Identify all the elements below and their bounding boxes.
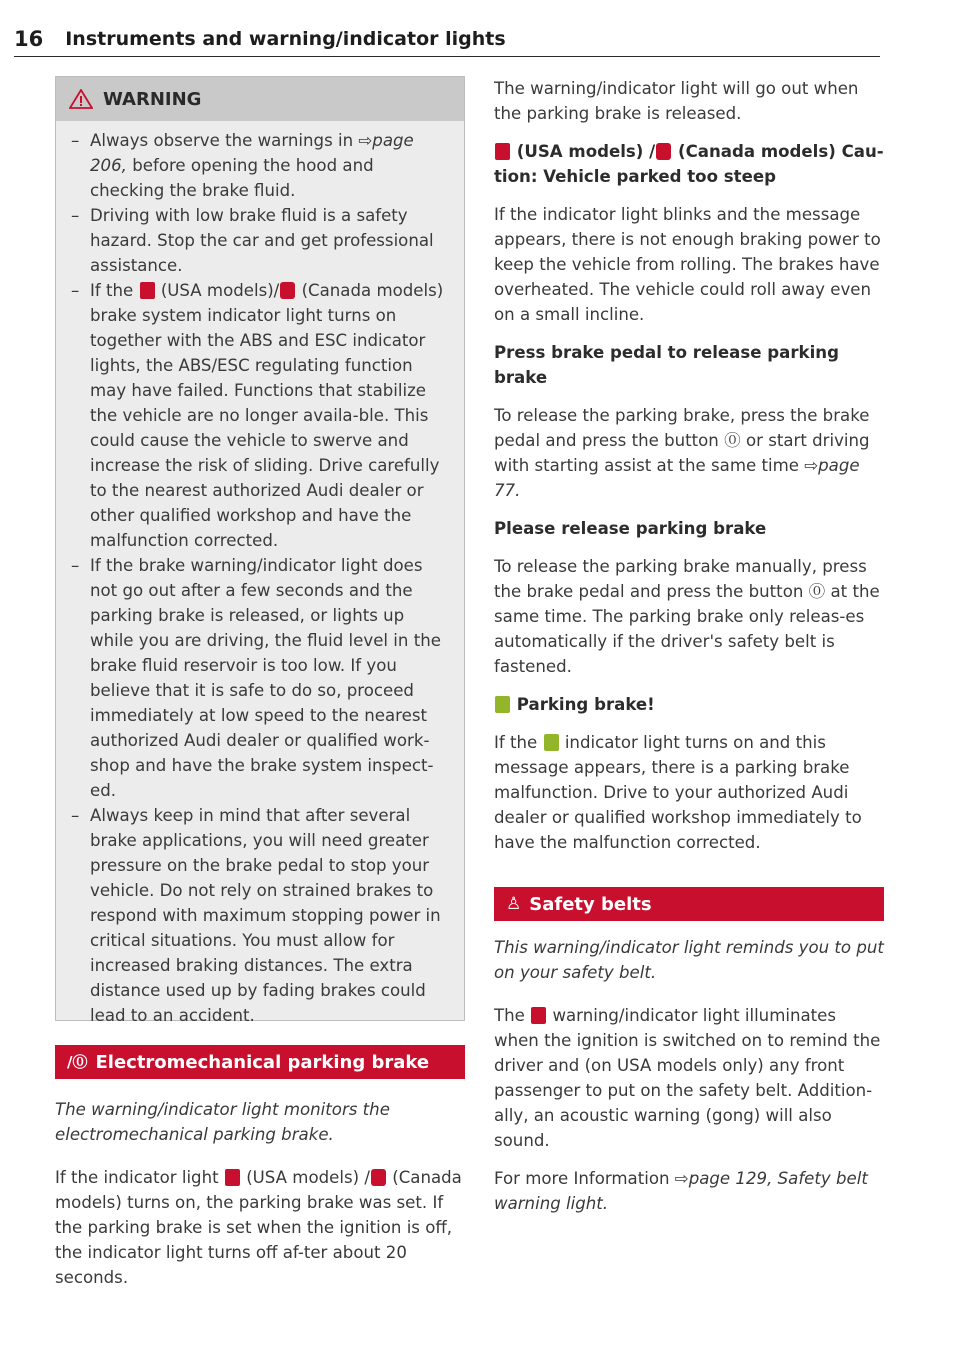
page-link[interactable]: ⇨page 206, bbox=[90, 131, 414, 175]
parking-malfunction-icon bbox=[544, 734, 559, 751]
brake-circle-indicator-icon bbox=[280, 282, 295, 299]
seatbelt-icon: ♙ bbox=[506, 893, 522, 914]
right-column bbox=[494, 76, 884, 1216]
warning-box bbox=[55, 76, 465, 1025]
seatbelt-indicator-icon bbox=[531, 1007, 546, 1024]
subheading: Parking brake! bbox=[494, 692, 884, 717]
paragraph: The warning/indicator light will go out when the parking brake is released. bbox=[494, 79, 859, 123]
warning-triangle-icon bbox=[69, 89, 93, 109]
warning-body bbox=[56, 121, 464, 1038]
paragraph: If the indicator light blinks and the message appears, there is not enough braking power to keep the vehicle from rolling. The brakes have overheated. The vehicle could roll away even on a small incline. bbox=[494, 205, 881, 324]
parking-indicator-icon bbox=[225, 1169, 240, 1186]
parking-malfunction-icon bbox=[495, 696, 510, 713]
warning-item: – If the (USA models)/ (Canada models) brake system indicator light turns on together with the ABS and ESC indicator lights, the ABS/ESC regulating function may have failed. Functions that stabilize the vehicle are no longer availa-ble. This could cause the vehicle to swerve and increase the risk of sliding. Drive carefully to the nearest authorized Audi dealer or other qualified workshop and have the malfunction corrected. bbox=[71, 281, 444, 550]
paragraph: If the indicator light turns on and this message appears, there is a parking brake malfunction. Drive to your authorized Audi dealer or qualified workshop immediately to have the malfunction corrected. bbox=[494, 733, 862, 852]
warning-item: – If the brake warning/indicator light does not go out after a few seconds and the parking brake is released, or lights up while you are driving, the fluid level in the brake fluid reservoir is too low. If you believe that it is safe to do so, proceed immediately at low speed to the nearest authorized Audi dealer or qualified work-shop and have the brake system inspect-ed. bbox=[71, 556, 441, 800]
warning-item: – Driving with low brake fluid is a safety hazard. Stop the car and get professional assistance. bbox=[71, 206, 434, 275]
paragraph: For more Information ⇨page 129, Safety belt warning light. bbox=[494, 1169, 868, 1213]
paragraph: To release the parking brake, press the brake pedal and press the button ⓪ or start driving with starting assist at the same time ⇨page 77. bbox=[494, 406, 870, 500]
parking-circle-indicator-icon bbox=[371, 1169, 386, 1186]
page-title: Instruments and warning/indicator lights bbox=[65, 28, 506, 50]
warning-item: – Always keep in mind that after several brake applications, you will need greater pressure on the brake pedal to stop your vehicle. Do not rely on strained brakes to respond with maximum stopping power in critical situations. You must allow for increased braking distances. The extra distance used up by fading brakes could lead to an accident. bbox=[71, 806, 441, 1025]
page-link[interactable]: ⇨page 77. bbox=[494, 456, 860, 500]
section-header-safety-belts: ♙ Safety belts bbox=[494, 887, 884, 921]
parking-brake-icon: /⓪ bbox=[67, 1052, 88, 1071]
parking-circle-indicator-icon bbox=[656, 143, 671, 160]
subheading: Press brake pedal to release parking brake bbox=[494, 343, 839, 387]
page-header bbox=[14, 22, 880, 57]
paragraph: The warning/indicator light illuminates when the ignition is switched on to remind the driver and (on USA models only) any front passenger to put on the safety belt. Addition-ally, an acoustic warning (gong) will also sound. bbox=[494, 1006, 881, 1150]
paragraph: To release the parking brake manually, press the brake pedal and press the button ⓪ at the same time. The parking brake only releas-es automatically if the driver's safety belt is fastened. bbox=[494, 557, 880, 676]
page-link[interactable]: ⇨page 129, Safety belt warning light. bbox=[494, 1169, 868, 1213]
parking-indicator-icon bbox=[495, 143, 510, 160]
section-header-parking-brake: /⓪ Electromechanical parking brake bbox=[55, 1045, 465, 1079]
subheading: (USA models) / (Canada models) Cau-tion: Vehicle parked too steep bbox=[494, 142, 884, 186]
page-number: 16 bbox=[14, 27, 44, 51]
brake-indicator-icon bbox=[140, 282, 155, 299]
warning-title: WARNING bbox=[103, 88, 202, 110]
section-intro: This warning/indicator light reminds you to put on your safety belt. bbox=[494, 938, 884, 982]
warning-header bbox=[56, 77, 464, 121]
left-column bbox=[55, 76, 465, 1290]
warning-item: – Always observe the warnings in ⇨page 206, before opening the hood and checking the brake fluid. bbox=[71, 131, 414, 200]
section-intro: The warning/indicator light monitors the electromechanical parking brake. bbox=[55, 1100, 390, 1144]
paragraph: If the indicator light (USA models) / (Canada models) turns on, the parking brake was set. If the parking brake is set when the ignition is off, the indicator light turns off af-ter about 20 seconds. bbox=[55, 1168, 462, 1287]
subheading: Please release parking brake bbox=[494, 519, 767, 538]
